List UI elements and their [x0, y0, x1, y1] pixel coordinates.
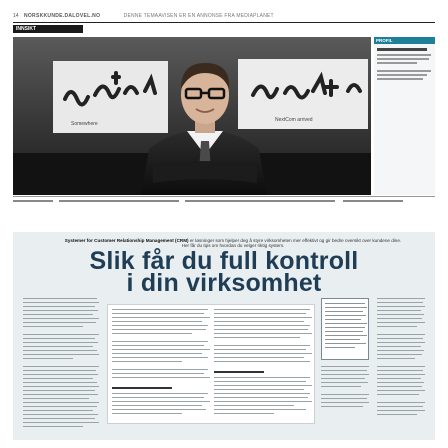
body-text-line [325, 339, 360, 340]
caption-line [343, 200, 403, 202]
body-text-line [112, 397, 204, 398]
body-text-line [23, 338, 95, 339]
newspaper-page [13, 10, 435, 440]
body-text-line [214, 321, 304, 322]
caption-line [13, 200, 53, 202]
headline-line-2: i din virksomhet [126, 269, 322, 297]
body-text-line [325, 343, 366, 344]
body-text-line [214, 361, 310, 362]
section-label: INNSIKT [13, 25, 83, 33]
body-text-line [377, 318, 422, 319]
body-text-line [112, 309, 208, 310]
body-text-line [325, 335, 367, 336]
body-text-line [112, 313, 204, 314]
body-text-line [377, 366, 425, 367]
header-rule [13, 22, 435, 23]
body-text-line [214, 313, 306, 314]
body-text-line [214, 385, 312, 386]
profile-text-line [377, 58, 429, 60]
body-text-line [112, 329, 206, 330]
body-text-line [214, 377, 310, 378]
body-text-line [321, 370, 367, 371]
body-text-line [377, 374, 425, 375]
body-text-line [377, 342, 425, 343]
body-text-line [23, 414, 98, 415]
subheading-line [214, 371, 264, 373]
photo-bottom-rule [13, 196, 435, 197]
body-text-line [23, 350, 97, 351]
body-text-line [321, 378, 365, 379]
article-lead-text: er løsninger som hjelper deg å styre virksomheten mer effektivt og gir bedre oversikt over kundene dine. Her får du tips om hvordan du velger riktig system. [181, 238, 402, 249]
whiteboard-word-left: Somewhere [71, 121, 98, 127]
article-box [13, 232, 435, 440]
body-text-line [377, 350, 424, 351]
body-text-line [23, 306, 95, 307]
text-column [377, 294, 427, 436]
text-column [23, 294, 101, 436]
body-text-line [23, 426, 83, 427]
body-text-line [325, 323, 367, 324]
body-text-line [325, 303, 365, 304]
advertisement-notice: DENNE TEMAAVISEN ER EN ANNONSE FRA MEDIAPLANET [123, 13, 274, 19]
body-text-line [23, 318, 99, 319]
body-text-line [377, 338, 423, 339]
body-text-line [112, 341, 208, 342]
body-text-line [377, 306, 425, 307]
portrait-photo-graphic [13, 37, 371, 195]
body-text-line [23, 406, 97, 407]
body-text-line [23, 378, 93, 379]
body-text-line [214, 333, 312, 334]
body-text-line [321, 398, 367, 399]
body-text-line [377, 346, 421, 347]
body-text-line [112, 333, 192, 334]
body-text-line [112, 409, 206, 410]
body-text-line [214, 413, 274, 414]
portrait-photo [13, 37, 371, 195]
body-text-line [214, 405, 294, 406]
body-text-line [23, 310, 98, 311]
body-text-line [321, 382, 368, 383]
body-text-line [325, 311, 363, 312]
body-text-line [23, 322, 96, 323]
body-text-line [377, 334, 425, 335]
body-text-line [23, 342, 98, 343]
body-text-line [23, 374, 98, 375]
article-body [23, 294, 427, 436]
body-text-line [112, 405, 202, 406]
body-text-line [377, 298, 425, 299]
body-text-line [214, 325, 310, 326]
body-text-line [112, 373, 204, 374]
body-text-line [214, 381, 306, 382]
body-text-line [23, 422, 99, 423]
body-text-line [377, 386, 422, 387]
body-text-line [112, 401, 210, 402]
body-text-line [377, 354, 422, 355]
body-text-line [23, 334, 99, 335]
body-text-line [112, 325, 208, 326]
body-text-line [321, 366, 369, 367]
body-text-line [321, 374, 369, 375]
body-text-line [377, 322, 425, 323]
body-text-line [23, 370, 96, 371]
body-text-line [23, 386, 99, 387]
fact-box [321, 298, 369, 360]
body-text-line [325, 347, 355, 348]
body-text-line [214, 337, 300, 338]
body-text-line [377, 314, 424, 315]
body-text-line [214, 397, 308, 398]
body-text-line [377, 410, 425, 411]
headline-line-1: Slik får du full kontroll [89, 247, 359, 275]
body-text-line [112, 349, 210, 350]
body-text-line [23, 302, 99, 303]
body-text-line [112, 357, 208, 358]
body-text-line [377, 382, 424, 383]
body-text-line [214, 317, 312, 318]
body-text-line [321, 406, 363, 407]
body-text-line [23, 326, 83, 327]
body-text-line [377, 378, 421, 379]
inset-box [107, 304, 315, 424]
body-text-line [214, 357, 304, 358]
body-text-line [112, 413, 182, 414]
body-text-line [325, 315, 366, 316]
body-text-line [214, 393, 310, 394]
profile-label: PROFIL [374, 37, 435, 44]
article-headline [13, 247, 435, 297]
subheading-line [112, 387, 172, 389]
body-text-line [112, 369, 208, 370]
text-column [321, 294, 371, 436]
body-text-line [23, 314, 93, 315]
body-text-line [377, 326, 417, 327]
publication-name: NORSKKUNDE.DALOVEL.NO [23, 13, 101, 19]
profile-text-line [377, 78, 423, 80]
profile-text-line [377, 70, 431, 72]
body-text-line [23, 354, 99, 355]
body-text-line [214, 329, 308, 330]
body-text-line [23, 398, 89, 399]
body-text-line [23, 346, 93, 347]
body-text-line [112, 353, 202, 354]
body-text-line [214, 309, 310, 310]
body-text-line [321, 394, 369, 395]
body-text-line [214, 409, 306, 410]
body-text-line [23, 358, 73, 359]
body-text-line [377, 358, 415, 359]
body-text-line [325, 331, 363, 332]
profile-text-line [377, 74, 427, 76]
profile-column [374, 37, 435, 195]
body-text-line [325, 307, 367, 308]
body-text-line [214, 349, 306, 350]
body-text-line [112, 377, 210, 378]
body-text-line [214, 345, 310, 346]
body-text-line [377, 414, 417, 415]
body-text-line [23, 394, 98, 395]
body-text-line [325, 319, 361, 320]
body-text-line [112, 393, 208, 394]
body-text-line [377, 394, 419, 395]
body-text-line [214, 389, 304, 390]
whiteboard-word-right: NextCom arrived [275, 117, 313, 123]
body-text-line [23, 382, 97, 383]
caption-line [185, 200, 335, 202]
profile-name-line [377, 48, 427, 51]
body-text-line [214, 401, 312, 402]
page-header [13, 10, 435, 22]
article-lead-bold: Systemer for Customer Relationship Management (CRM) [64, 238, 189, 243]
body-text-line [377, 310, 421, 311]
body-text-line [377, 402, 425, 403]
body-text-line [214, 353, 312, 354]
body-text-line [23, 410, 93, 411]
body-text-line [112, 345, 204, 346]
body-text-line [377, 302, 423, 303]
page-number: 14 [13, 13, 19, 19]
body-text-line [377, 370, 423, 371]
body-text-line [321, 386, 361, 387]
body-text-line [23, 402, 99, 403]
photo-caption [13, 198, 435, 204]
profile-text-line [377, 62, 417, 64]
body-text-line [321, 402, 369, 403]
body-text-line [23, 298, 97, 299]
body-text-line [112, 317, 210, 318]
body-text-line [23, 366, 99, 367]
body-text-line [112, 361, 182, 362]
body-text-line [377, 406, 423, 407]
body-text-line [112, 321, 202, 322]
body-text-line [325, 327, 365, 328]
body-text-line [23, 390, 95, 391]
body-text-line [377, 390, 425, 391]
profile-text-line [377, 54, 431, 56]
caption-line [59, 200, 179, 202]
body-text-line [23, 418, 95, 419]
